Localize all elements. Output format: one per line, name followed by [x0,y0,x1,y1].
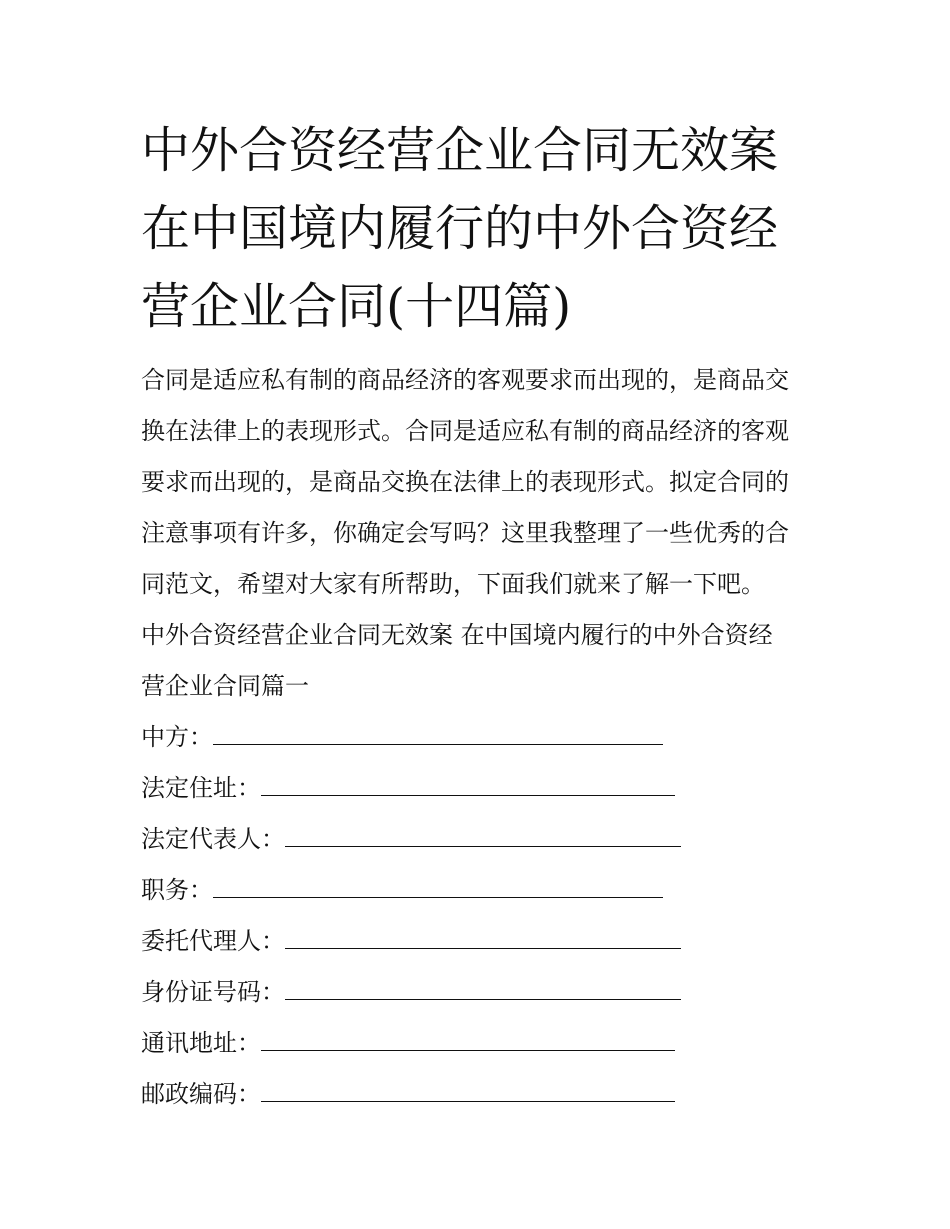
fill-in-blank[interactable] [285,824,681,847]
party-fields [141,712,821,1120]
field-label: 职务： [141,876,213,904]
field-row-mailing-address [141,1018,821,1069]
field-label: 邮政编码： [141,1080,261,1108]
fill-in-blank[interactable] [261,1028,675,1051]
fill-in-blank[interactable] [285,926,681,949]
fill-in-blank[interactable] [213,722,663,745]
section-heading-line: 中外合资经营企业合同无效案 在中国境内履行的中外合资经 [141,621,773,649]
intro-paragraph [141,355,821,610]
fill-in-blank[interactable] [261,773,675,796]
field-row-agent [141,916,821,967]
field-label: 身份证号码： [141,978,285,1006]
field-row-party [141,712,821,763]
field-label: 法定代表人： [141,825,285,853]
intro-line: 注意事项有许多，你确定会写吗？这里我整理了一些优秀的合 [141,519,789,547]
field-label: 通讯地址： [141,1029,261,1057]
intro-line: 合同是适应私有制的商品经济的客观要求而出现的，是商品交 [141,366,789,394]
fill-in-blank[interactable] [261,1079,675,1102]
field-row-address [141,763,821,814]
fill-in-blank[interactable] [285,977,681,1000]
title-line: 营企业合同(十四篇) [141,278,572,335]
intro-line: 要求而出现的，是商品交换在法律上的表现形式。拟定合同的 [141,468,789,496]
document-body [141,355,821,1120]
title-line: 在中国境内履行的中外合资经 [141,200,779,257]
section-heading [141,610,821,712]
title-line: 中外合资经营企业合同无效案 [141,122,779,179]
field-label: 委托代理人： [141,927,285,955]
document-title [141,112,821,346]
field-row-position [141,865,821,916]
field-row-legal-representative [141,814,821,865]
field-label: 中方： [141,723,213,751]
intro-line: 换在法律上的表现形式。合同是适应私有制的商品经济的客观 [141,417,789,445]
field-row-id-number [141,967,821,1018]
intro-line: 同范文，希望对大家有所帮助，下面我们就来了解一下吧。 [141,570,765,598]
fill-in-blank[interactable] [213,875,663,898]
field-label: 法定住址： [141,774,261,802]
section-heading-line: 营企业合同篇一 [141,672,309,700]
field-row-postal-code [141,1069,821,1120]
